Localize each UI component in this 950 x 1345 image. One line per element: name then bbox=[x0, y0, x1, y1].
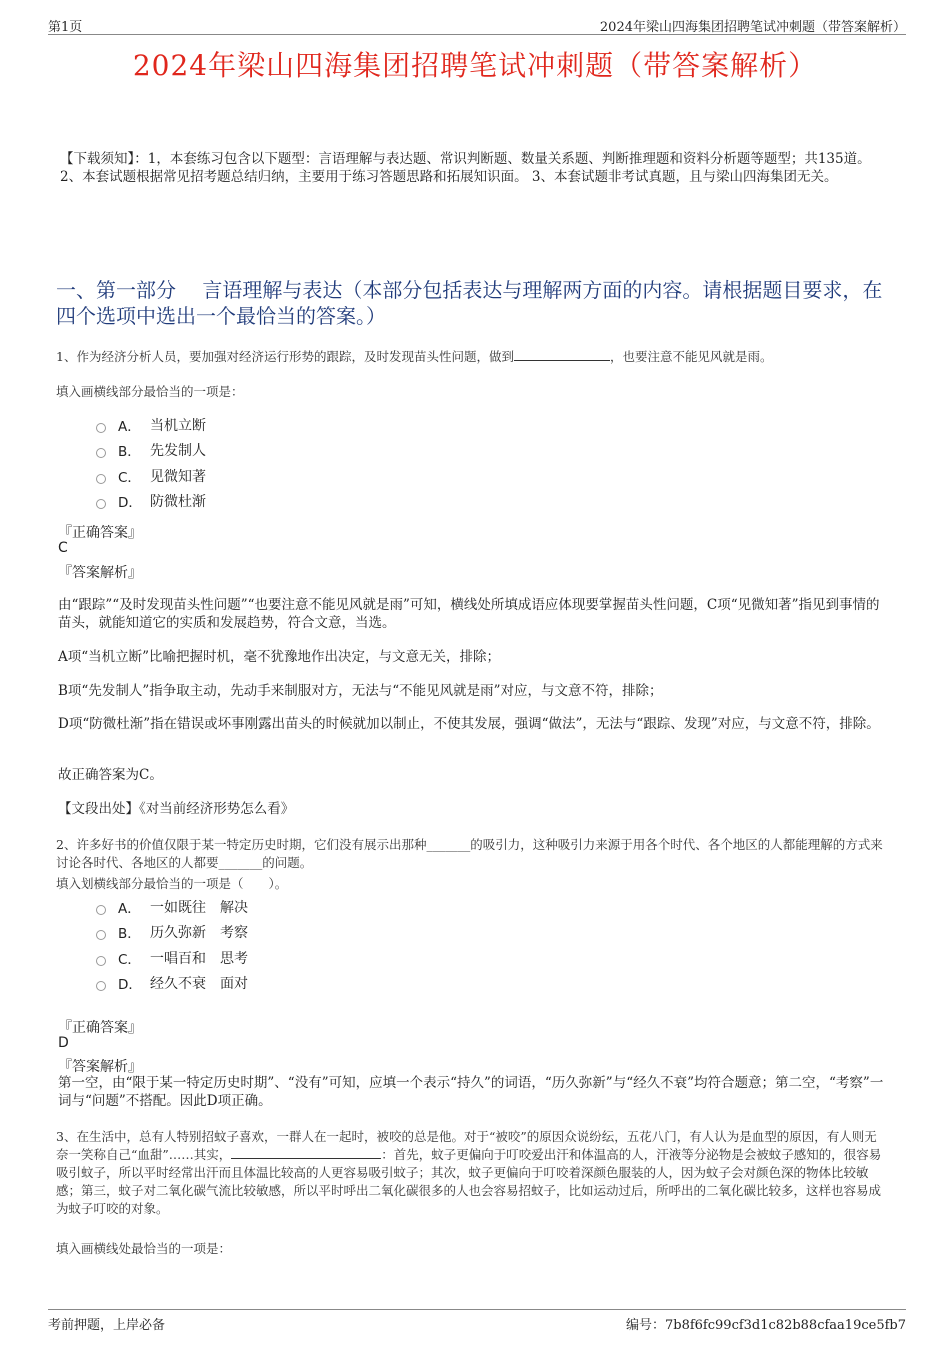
option-a[interactable]: A． 当机立断 bbox=[96, 412, 206, 438]
answer-blank bbox=[231, 1146, 381, 1159]
analysis-label: 『答案解析』 bbox=[58, 1059, 142, 1075]
question-2-options bbox=[96, 894, 248, 996]
option-d[interactable]: D． 经久不衰 面对 bbox=[96, 971, 248, 997]
analysis-paragraph: B项“先发制人”指争取主动，先动手来制服对方，无法与“不能见风就是雨”对应，与文意不符，排除； bbox=[58, 683, 663, 699]
option-b[interactable]: B． 历久弥新 考察 bbox=[96, 920, 248, 946]
page-number: 第1页 bbox=[48, 20, 83, 35]
answer-label: 『正确答案』 bbox=[58, 525, 142, 541]
correct-answer: D bbox=[58, 1035, 69, 1051]
header-doc-title: 2024年梁山四海集团招聘笔试冲刺题（带答案解析） bbox=[599, 20, 906, 35]
option-d[interactable]: D． 防微杜渐 bbox=[96, 489, 206, 515]
analysis-conclusion: 故正确答案为C。 bbox=[58, 767, 163, 783]
radio-icon[interactable] bbox=[96, 956, 106, 966]
section-title: 一、第一部分 言语理解与表达（本部分包括表达与理解两方面的内容。请根据题目要求，在四个选项中选出一个最恰当的答案。） bbox=[56, 278, 883, 328]
download-notice: 【下载须知】：1，本套练习包含以下题型：言语理解与表达题、常识判断题、数量关系题、判断推理题和资料分析题等题型；共135道。 2、本套试题根据常见招考题总结归纳，主要用于练习答题思路和拓展知识面。 3、本套试题非考试真题，且与梁山四海集团无关。 bbox=[60, 151, 871, 185]
question-1-stem: 1、作为经济分析人员，要加强对经济运行形势的跟踪，及时发现苗头性问题，做到 ，也要注意不能见风就是雨。 bbox=[56, 349, 773, 364]
page-footer bbox=[48, 1309, 906, 1334]
source-citation: 【文段出处】《对当前经济形势怎么看》 bbox=[58, 801, 295, 817]
question-1-options bbox=[96, 412, 206, 514]
question-3-prompt: 填入画横线处最恰当的一项是： bbox=[56, 1241, 232, 1256]
correct-answer: C bbox=[58, 540, 68, 556]
analysis-paragraph: 第一空，由“限于某一特定历史时期”、“没有”可知，应填一个表示“持久”的词语，“历久弥新”与“经久不衰”均符合题意；第二空，“考察”一词与“问题”不搭配。因此D项正确。 bbox=[58, 1075, 884, 1109]
page-header bbox=[48, 14, 906, 35]
option-a[interactable]: A． 一如既往 解决 bbox=[96, 894, 248, 920]
option-b[interactable]: B． 先发制人 bbox=[96, 438, 206, 464]
analysis-label: 『答案解析』 bbox=[58, 565, 142, 581]
radio-icon[interactable] bbox=[96, 981, 106, 991]
radio-icon[interactable] bbox=[96, 905, 106, 915]
option-c[interactable]: C． 一唱百和 思考 bbox=[96, 945, 248, 971]
analysis-paragraph: 由“跟踪”“及时发现苗头性问题”“也要注意不能见风就是雨”可知，横线处所填成语应体现要掌握苗头性问题，C项“见微知著”指见到事情的苗头，就能知道它的实质和发展趋势，符合文意，当选。 bbox=[58, 597, 880, 631]
question-2-stem: 2、许多好书的价值仅限于某一特定历史时期，它们没有展示出那种_______的吸引力，这种吸引力来源于用各个时代、各个地区的人都能理解的方式来讨论各时代、各地区的人都要_______的问题。 bbox=[56, 837, 883, 870]
radio-icon[interactable] bbox=[96, 930, 106, 940]
question-3-stem: 3、在生活中，总有人特别招蚊子喜欢，一群人在一起时，被咬的总是他。对于“被咬”的原因众说纷纭，五花八门，有人认为是血型的原因，有人则无奈一笑称自己“血甜”……其实， ：首先，蚊子更偏向于叮咬爱出汗和体温高的人，汗液等分泌物是会被蚊子感知的，很容易吸引蚊子，所以平时经常出汗而且体温比较高的人更容易吸引蚊子；其次，蚊子更偏向于叮咬着深颜色服装的人，因为蚊子会对颜色深的物体比较敏感；第三，蚊子对二氧化碳气流比较敏感，所以平时呼出二氧化碳很多的人也会容易招蚊子，比如运动过后，所呼出的二氧化碳比较多，这样也容易成为蚊子叮咬的对象。 bbox=[56, 1129, 882, 1216]
document-id: 编号：7b8f6fc99cf3d1c82b88cfaa19ce5fb7 bbox=[625, 1318, 906, 1333]
question-1-prompt: 填入画横线部分最恰当的一项是： bbox=[56, 384, 244, 399]
radio-icon[interactable] bbox=[96, 499, 106, 509]
question-2-prompt: 填入划横线部分最恰当的一项是（ ）。 bbox=[56, 876, 288, 891]
radio-icon[interactable] bbox=[96, 474, 106, 484]
footer-slogan: 考前押题，上岸必备 bbox=[48, 1318, 166, 1333]
analysis-paragraph: D项“防微杜渐”指在错误或坏事刚露出苗头的时候就加以制止，不使其发展，强调“做法”，无法与“跟踪、发现”对应，与文意不符，排除。 bbox=[58, 716, 880, 732]
radio-icon[interactable] bbox=[96, 448, 106, 458]
radio-icon[interactable] bbox=[96, 423, 106, 433]
answer-blank bbox=[514, 348, 610, 361]
analysis-paragraph: A项“当机立断”比喻把握时机，毫不犹豫地作出决定，与文意无关，排除； bbox=[58, 649, 501, 665]
document-title: 2024年梁山四海集团招聘笔试冲刺题（带答案解析） bbox=[132, 49, 818, 82]
option-c[interactable]: C． 见微知著 bbox=[96, 463, 206, 489]
answer-label: 『正确答案』 bbox=[58, 1020, 142, 1036]
